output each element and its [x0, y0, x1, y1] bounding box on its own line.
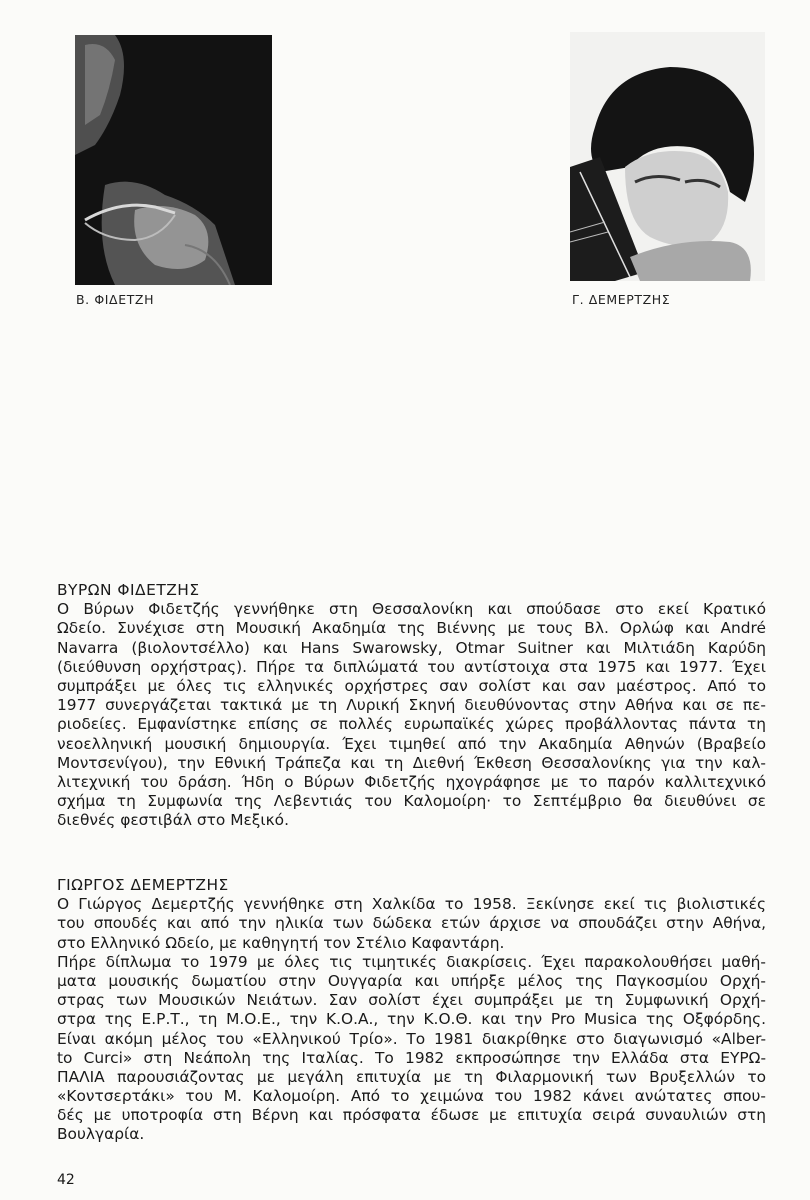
text-line: ΠΑΛΙΑ παρουσιάζοντας με μεγάλη επιτυχία με τη Φιλαρμονική των Βρυξελλών το [57, 1067, 766, 1086]
text-line: δές με υποτροφία στη Βέρνη και πρόσφατα έδωσε με επιτυχία σειρά συναυλιών στη [57, 1106, 766, 1125]
text-line: Ο Βύρων Φιδετζής γεννήθηκε στη Θεσσαλονίκη και σπούδασε στο εκεί Κρατικό [57, 600, 766, 619]
text-line: νεοελληνική μουσική δημιουργία. Έχει τιμηθεί από την Ακαδημία Αθηνών (Βραβείο [57, 734, 766, 753]
portrait-image [570, 32, 765, 281]
text-line: Ο Γιώργος Δεμερτζής γεννήθηκε στη Χαλκίδα το 1958. Ξεκίνησε εκεί τις βιολιστικές [57, 895, 766, 914]
text-line: στο Ελληνικό Ωδείο, με καθηγητή τον Στέλιο Καφαντάρη. [57, 933, 505, 952]
text-line: ριοδείες. Εμφανίστηκε επίσης σε πολλές ευρωπαϊκές χώρες προβάλλοντας πάντα τη [57, 715, 766, 734]
text-line: to Curci» στη Νεάπολη της Ιταλίας. Το 1982 εκπροσώπησε την Ελλάδα στα ΕΥΡΩ- [57, 1048, 766, 1067]
text-line: Πήρε δίπλωμα το 1979 με όλες τις τιμητικές διακρίσεις. Έχει παρακολουθήσει μαθή- [57, 952, 766, 971]
biography-demertzis [57, 876, 766, 1145]
text-line: στρα της Ε.Ρ.Τ., τη Μ.Ο.Ε., την Κ.Ο.Α., την Κ.Ο.Θ. και την Pro Musica της Οξφόρδης. [57, 1010, 766, 1029]
section-heading: ΒΥΡΩΝ ΦΙΔΕΤΖΗΣ [57, 581, 200, 599]
text-line: του σπουδές και από την ηλικία των δώδεκα ετών άρχισε να σπουδάζει στην Αθήνα, [57, 914, 766, 933]
text-line: Ωδείο. Συνέχισε στη Μουσική Ακαδημία της Βιέννης με τους Βλ. Ορλώφ και André [57, 619, 766, 638]
text-line: διεθνές φεστιβάλ στο Μεξικό. [57, 811, 289, 830]
text-line: συμπράξει με όλες τις ελληνικές ορχήστρες σαν σολίστ και σαν μαέστρος. Από το [57, 676, 766, 695]
page-number: 42 [57, 1172, 75, 1188]
text-line: «Κοντσερτάκι» του Μ. Καλομοίρη. Από το χειμώνα του 1982 κάνει ανώτατες σπου- [57, 1087, 766, 1106]
photo-caption-left: Β. ΦΙΔΕΤΖΗ [76, 292, 155, 307]
text-line: Είναι ακόμη μέλος του «Ελληνικού Τρίο». Το 1981 διακρίθηκε στο διαγωνισμό «Alber- [57, 1029, 766, 1048]
portrait-photo-fidetzis [75, 35, 272, 285]
text-line: 1977 συνεργάζεται τακτικά με τη Λυρική Σκηνή διευθύνοντας στην Αθήνα και σε πε- [57, 696, 766, 715]
text-line: ματα μουσικής δωματίου στην Ουγγαρία και υπήρξε μέλος της Παγκοσμίου Ορχή- [57, 971, 766, 990]
photo-caption-right: Γ. ΔΕΜΕΡΤΖΗΣ [572, 292, 671, 307]
text-line: Βουλγαρία. [57, 1125, 145, 1144]
text-line: λιτεχνική του δράση. Ήδη ο Βύρων Φιδετζής ηχογράφησε με το παρόν καλλιτεχνικό [57, 772, 766, 791]
text-line: Navarra (βιολοντσέλλο) και Hans Swarowsky, Otmar Suitner και Μιλτιάδη Καρύδη [57, 638, 766, 657]
section-heading: ΓΙΩΡΓΟΣ ΔΕΜΕΡΤΖΗΣ [57, 876, 229, 894]
text-line: σχήμα τη Συμφωνία της Λεβεντιάς του Καλομοίρη· το Σεπτέμβριο θα διευθύνει σε [57, 792, 766, 811]
text-line: (διεύθυνση ορχήστρας). Πήρε τα διπλώματά του αντίστοιχα στα 1975 και 1977. Έχει [57, 657, 766, 676]
biography-fidetzis [57, 581, 766, 830]
portrait-photo-demertzis [570, 32, 765, 281]
text-line: Μοντσενίγου), την Εθνική Τράπεζα και τη Διεθνή Έκθεση Θεσσαλονίκης για την καλ- [57, 753, 766, 772]
text-line: στρας των Μουσικών Νειάτων. Σαν σολίστ έχει συμπράξει με τη Συμφωνική Ορχή- [57, 991, 766, 1010]
portrait-image [75, 35, 272, 285]
